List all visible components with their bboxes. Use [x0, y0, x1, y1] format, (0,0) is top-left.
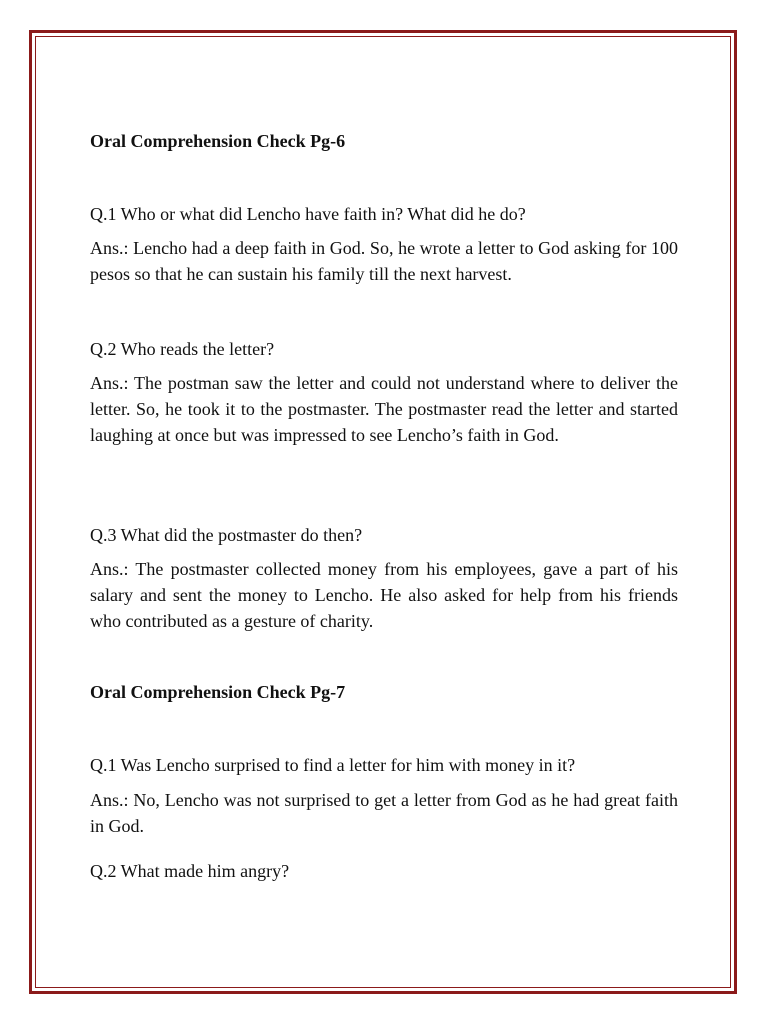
question-pg6-q3: Q.3 What did the postmaster do then? [90, 525, 363, 545]
section-heading-pg7: Oral Comprehension Check Pg-7 [90, 682, 346, 702]
answer-pg6-q3: Ans.: The postmaster collected money from his employees, gave a part of his salary and sent the money to Lencho. He also asked for help from his friends who contributed as a gesture of charity. [90, 559, 678, 631]
question-pg6-q1: Q.1 Who or what did Lencho have faith in? What did he do? [90, 204, 526, 224]
answer-pg6-q2: Ans.: The postman saw the letter and could not understand where to deliver the letter. So, he took it to the postmaster. The postmaster read the letter and started laughing at once but was impressed to see Lencho’s faith in God. [90, 373, 678, 445]
question-pg6-q2: Q.2 Who reads the letter? [90, 339, 275, 359]
section-heading-pg6: Oral Comprehension Check Pg-6 [90, 131, 346, 151]
question-pg7-q1: Q.1 Was Lencho surprised to find a letter for him with money in it? [90, 755, 576, 775]
answer-pg6-q1: Ans.: Lencho had a deep faith in God. So, he wrote a letter to God asking for 100 pesos so that he can sustain his family till the next harvest. [90, 238, 678, 284]
answer-pg7-q1: Ans.: No, Lencho was not surprised to get a letter from God as he had great faith in God. [90, 790, 678, 836]
question-pg7-q2: Q.2 What made him angry? [90, 861, 290, 881]
page-border-inner [35, 36, 731, 988]
